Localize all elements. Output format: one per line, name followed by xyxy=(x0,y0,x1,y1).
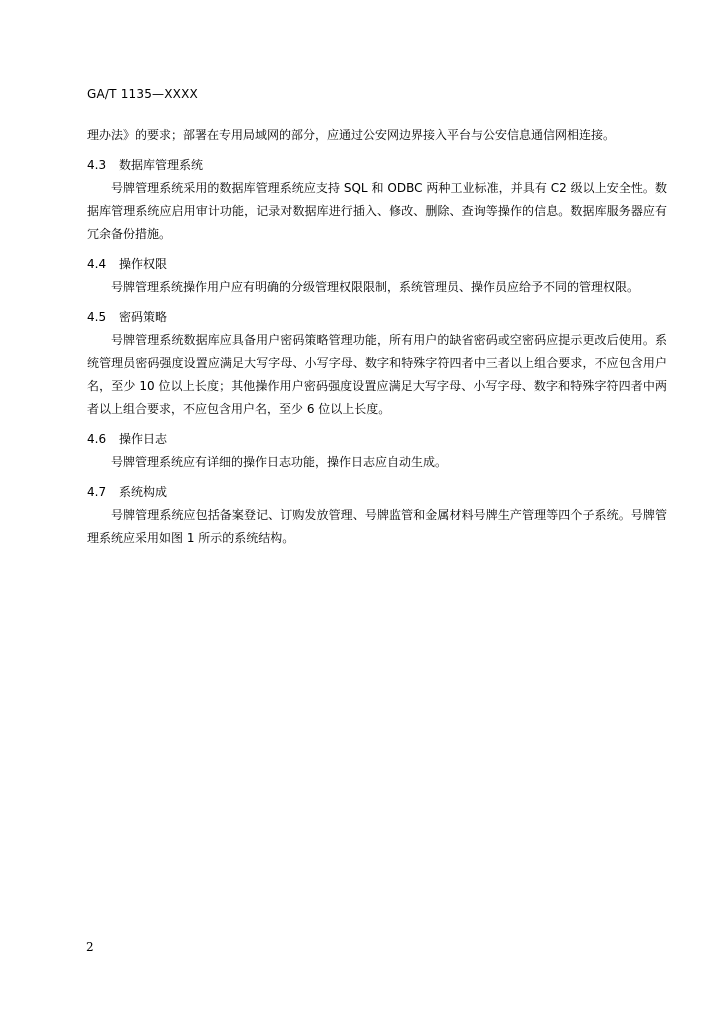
section-paragraph: 号牌管理系统应包括备案登记、订购发放管理、号牌监管和金属材料号牌生产管理等四个子系统。号牌管理系统应采用如图 1 所示的系统结构。 xyxy=(87,508,667,545)
section-title: 操作权限 xyxy=(119,257,168,271)
section-heading xyxy=(87,306,667,329)
section-number: 4.5 xyxy=(87,310,107,324)
section-heading xyxy=(87,253,667,276)
section-4-4 xyxy=(87,253,667,299)
section-paragraph: 号牌管理系统采用的数据库管理系统应支持 SQL 和 ODBC 两种工业标准，并具有 C2 级以上安全性。数据库管理系统应启用审计功能，记录对数据库进行插入、修改、删除、查询等操作的信息。数据库服务器应有冗余备份措施。 xyxy=(87,181,667,241)
section-title: 系统构成 xyxy=(119,485,168,499)
section-paragraph: 号牌管理系统数据库应具备用户密码策略管理功能，所有用户的缺省密码或空密码应提示更改后使用。系统管理员密码强度设置应满足大写字母、小写字母、数字和特殊字符四者中三者以上组合要求，不应包含用户名，至少 10 位以上长度；其他操作用户密码强度设置应满足大写字母、小写字母、数字和特殊字符四者中两者以上组合要求，不应包含用户名，至少 6 位以上长度。 xyxy=(87,333,667,416)
section-number: 4.6 xyxy=(87,432,107,446)
section-title: 数据库管理系统 xyxy=(119,158,204,172)
document-header: GA/T 1135—XXXX xyxy=(87,87,198,101)
section-heading xyxy=(87,428,667,451)
document-body xyxy=(87,124,667,550)
section-heading xyxy=(87,481,667,504)
section-4-6 xyxy=(87,428,667,474)
section-paragraph: 号牌管理系统操作用户应有明确的分级管理权限限制，系统管理员、操作员应给予不同的管理权限。 xyxy=(111,280,640,294)
section-4-5 xyxy=(87,306,667,421)
intro-paragraph: 理办法》的要求；部署在专用局域网的部分，应通过公安网边界接入平台与公安信息通信网相连接。 xyxy=(87,128,616,142)
section-4-7 xyxy=(87,481,667,550)
section-number: 4.4 xyxy=(87,257,107,271)
section-heading xyxy=(87,154,667,177)
section-number: 4.7 xyxy=(87,485,107,499)
section-title: 操作日志 xyxy=(119,432,168,446)
section-4-3 xyxy=(87,154,667,246)
page-number: 2 xyxy=(86,940,94,954)
section-title: 密码策略 xyxy=(119,310,168,324)
section-number: 4.3 xyxy=(87,158,107,172)
section-paragraph: 号牌管理系统应有详细的操作日志功能，操作日志应自动生成。 xyxy=(111,455,448,469)
